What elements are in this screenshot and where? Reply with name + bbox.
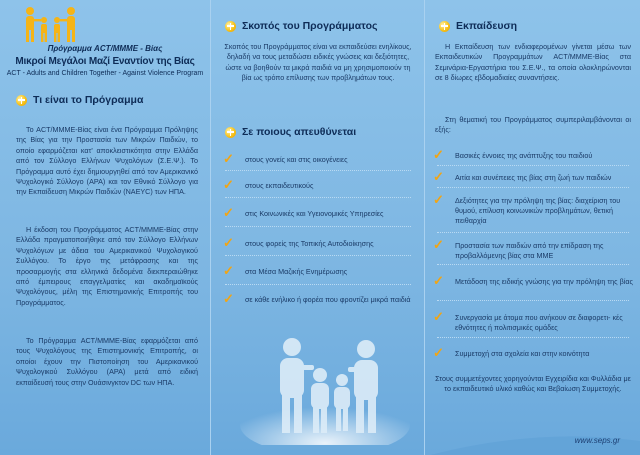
plus-circle-icon xyxy=(225,127,236,138)
training-intro: Η Εκπαίδευση των ενδιαφερομένων γίνεται μέσω των Εκπαιδευτικών Προγραμμάτων ACT/ΜΜΜΕ-Βίας στα Σεμινάρια-Εργαστήρια του Σ.Ε.Ψ., τα οποία ολοκληρώνονται σε 8 δίωρες εβδομαδιαίες συναντήσεις. xyxy=(435,42,631,83)
check-icon: ✓ xyxy=(223,205,234,220)
family-illustration xyxy=(240,325,410,445)
list-rule xyxy=(437,264,629,265)
training-item: ✓ Δεξιότητες για την πρόληψη της βίας: διαχείριση του θυμού, επίλυση κοινωνικών προβλημάτων, θετική πειθαρχία xyxy=(433,192,621,225)
plus-circle-icon xyxy=(16,95,27,106)
column-about xyxy=(0,0,210,455)
training-lead: Στη θεματική του Προγράμματος συμπεριλαμβάνονται οι εξής: xyxy=(435,115,631,135)
column-training xyxy=(425,0,640,455)
list-rule xyxy=(437,232,629,233)
list-rule xyxy=(225,255,411,256)
training-item: ✓ Βασικές έννοιες της ανάπτυξης του παιδιού xyxy=(433,147,593,162)
audience-item: ✓ στους φορείς της Τοπικής Αυτοδιοίκησης xyxy=(223,235,374,250)
list-rule xyxy=(437,337,629,338)
list-rule xyxy=(225,197,411,198)
section-about-title-text: Τι είναι το Πρόγραμμα xyxy=(33,94,144,106)
audience-item: ✓ στα Μέσα Μαζικής Ενημέρωσης xyxy=(223,263,348,278)
section-training-title xyxy=(439,20,517,32)
about-paragraph-3: Το Πρόγραμμα ACT/ΜΜΜΕ-Βίας εφαρμόζεται από τους Ψυχολόγους της Επιστημονικής Επιτροπής, οι οποίοι έχουν την Πιστοποίηση του Αμερικανικού Ψυχολογικού Συλλόγου (APA) μετά από ειδική εκπαίδευσή τους στην Ουάσινγκτον DC των ΗΠΑ. xyxy=(16,336,198,387)
purpose-text: Σκοπός του Προγράμματος είναι να εκπαιδεύσει ενηλίκους, δηλαδή να τους μεταδώσει ειδικές γνώσεις και δεξιότητες, ώστε να βοηθούν τα μικρά παιδιά να μη χρησιμοποιούν τη βία ως τρόπο επίλυσης των προβλημάτων τους. xyxy=(224,42,412,83)
training-item: ✓ Συνεργασία με άτομα που ανήκουν σε διαφορετι- κές εθνότητες ή πολιτισμικές ομάδες xyxy=(433,309,623,332)
main-title: Μικροί Μεγάλοι Μαζί Εναντίον της Βίας xyxy=(15,56,195,67)
list-rule xyxy=(437,165,629,166)
check-icon: ✓ xyxy=(223,151,234,166)
section-purpose-title-text: Σκοπός του Προγράμματος xyxy=(242,20,378,32)
check-icon: ✓ xyxy=(223,291,234,306)
check-icon: ✓ xyxy=(433,169,444,184)
check-icon: ✓ xyxy=(433,192,444,207)
list-rule xyxy=(437,300,629,301)
list-rule xyxy=(225,284,411,285)
check-icon: ✓ xyxy=(433,345,444,360)
section-purpose-title xyxy=(225,20,377,32)
check-icon: ✓ xyxy=(433,147,444,162)
list-rule xyxy=(437,187,629,188)
list-rule xyxy=(225,226,411,227)
training-item: ✓ Συμμετοχή στα σχολεία και στην κοινότητα xyxy=(433,345,590,360)
about-paragraph-1: Το ACT/ΜΜΜΕ-Βίας είναι ένα Πρόγραμμα Πρόληψης της Βίας για την Προστασία των Μικρών Παιδιών, το οποίο εφαρμόζεται κατ' αποκλειστικότητα στην Ελλάδα από τον Σύλλογο Ελλήνων Ψυχολόγων (Σ.Ε.Ψ.). Το Πρόγραμμα αυτό έχει δημιουργηθεί από τον Αμερικανικό Ψυχολογικό Σύλλογο (APA) και τον Εθνικό Σύλλογο για την Εκπαίδευση Μικρών Παιδιών (NAEYC) των ΗΠΑ. xyxy=(16,125,198,197)
plus-circle-icon xyxy=(225,21,236,32)
audience-item: ✓ στους εκπαιδευτικούς xyxy=(223,177,314,192)
audience-item: ✓ στις Κοινωνικές και Υγειονομικές Υπηρεσίες xyxy=(223,205,384,220)
plus-circle-icon xyxy=(439,21,450,32)
check-icon: ✓ xyxy=(433,237,444,252)
check-icon: ✓ xyxy=(223,263,234,278)
training-item: ✓ Μετάδοση της ειδικής γνώσης για την πρόληψη της βίας xyxy=(433,273,633,288)
audience-item: ✓ στους γονείς και στις οικογένειες xyxy=(223,151,348,166)
website-link[interactable]: www.seps.gr xyxy=(574,436,620,445)
training-item: ✓ Αιτία και συνέπειες της βίας στη ζωή των παιδιών xyxy=(433,169,612,184)
family-logo-icon xyxy=(20,6,80,44)
section-training-title-text: Εκπαίδευση xyxy=(456,20,518,32)
about-paragraph-2: Η έκδοση του Προγράμματος ACT/ΜΜΜΕ-Βίας στην Ελλάδα πραγματοποιήθηκε από τον Σύλλογο Ελλήνων Ψυχολόγων με άδεια του Αμερικανικού Ψυχολογικού Συλλόγου. Το έργο της μετάφρασης και της προσαρμογής στα ελληνικά δεδομένα διεκπεραιώθηκε από έμπειρους επαγγελματίες και ακαδημαϊκούς Ψυχολόγους, μέλη της Επιστημονικής Επιτροπής του Προγράμματος. xyxy=(16,225,198,307)
check-icon: ✓ xyxy=(433,309,444,324)
section-audience-title xyxy=(225,126,356,138)
english-title: ACT - Adults and Children Together - Against Violence Program xyxy=(6,70,204,77)
training-closing: Στους συμμετέχοντες χορηγούνται Εγχειρίδια και Φυλλάδια με το εκπαιδευτικό υλικό καθώς και Βεβαίωση Συμμετοχής. xyxy=(435,374,631,394)
training-item: ✓ Προστασία των παιδιών από την επίδραση της προβαλλόμενης βίας στα ΜΜΕ xyxy=(433,237,604,260)
check-icon: ✓ xyxy=(223,235,234,250)
section-about-title xyxy=(16,94,143,106)
audience-item: ✓ σε κάθε ενήλικο ή φορέα που φροντίζει μικρά παιδιά xyxy=(223,291,411,306)
check-icon: ✓ xyxy=(433,273,444,288)
check-icon: ✓ xyxy=(223,177,234,192)
program-label: Πρόγραμμα ACT/ΜΜΜΕ - Βίας xyxy=(47,44,163,53)
section-audience-title-text: Σε ποιους απευθύνεται xyxy=(242,126,357,138)
list-rule xyxy=(225,170,411,171)
